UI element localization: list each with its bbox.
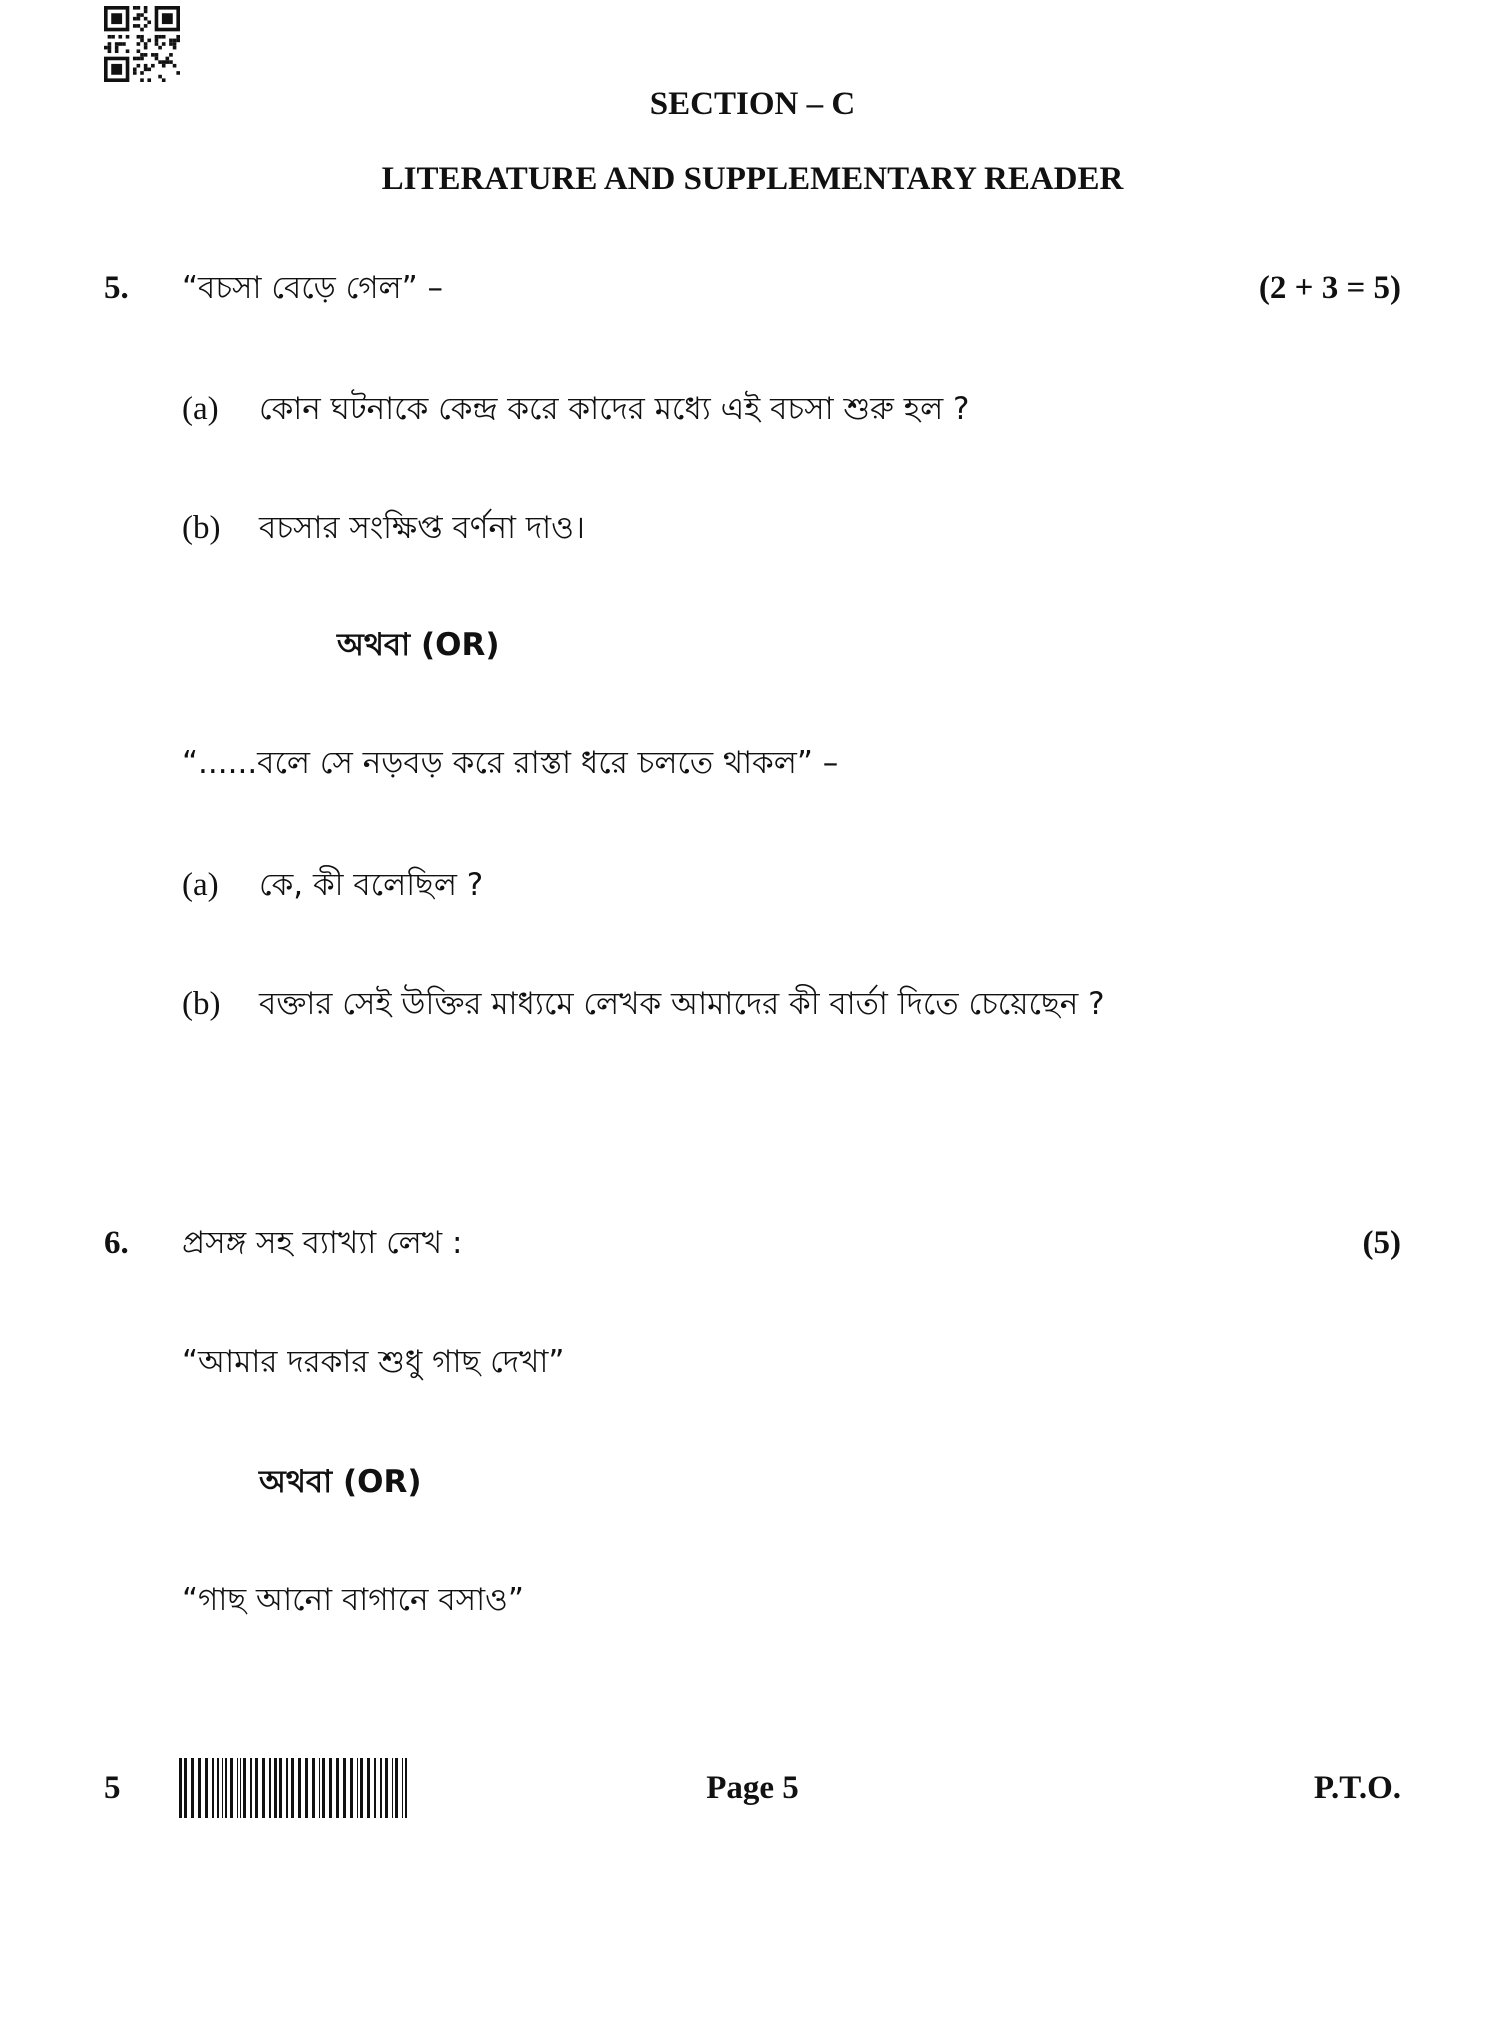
q5-alt-part-a-label: (a) [182, 867, 219, 903]
footer-code: 5 [104, 1770, 121, 1806]
q5-part-b-text: বচসার সংক্ষিপ্ত বর্ণনা দাও। [259, 510, 586, 546]
pto-label: P.T.O. [1313, 1770, 1401, 1806]
q5-alt-part-b-text: বক্তার সেই উক্তির মাধ্যমে লেখক আমাদের কী বার্তা দিতে চেয়েছেন ? [259, 986, 1105, 1022]
q6-quote: “আমার দরকার শুধু গাছ দেখা” [182, 1344, 565, 1380]
q6-or-label: অথবা (OR) [259, 1464, 422, 1500]
question-5-number: 5. [104, 270, 129, 306]
q5-part-a-label: (a) [182, 391, 219, 427]
q5-alt-quote: “......বলে সে নড়বড় করে রাস্তা ধরে চলতে থাকল” – [182, 745, 839, 781]
q5-part-a-text: কোন ঘটনাকে কেন্দ্র করে কাদের মধ্যে এই বচসা শুরু হল ? [259, 391, 970, 427]
q5-alt-part-a-text: কে, কী বলেছিল ? [259, 867, 484, 903]
q5-part-b-label: (b) [182, 510, 221, 546]
question-6-number: 6. [104, 1225, 129, 1261]
qr-code-icon [104, 6, 180, 82]
page-number: Page 5 [706, 1770, 799, 1806]
q6-alt-quote: “গাছ আনো বাগানে বসাও” [182, 1582, 524, 1618]
question-6-marks: (5) [1362, 1225, 1401, 1261]
question-6-prompt: প্রসঙ্গ সহ ব্যাখ্যা লেখ : [182, 1225, 463, 1261]
q5-alt-part-b-label: (b) [182, 986, 221, 1022]
question-5-quote: “বচসা বেড়ে গেল” – [182, 270, 444, 306]
section-subtitle: LITERATURE AND SUPPLEMENTARY READER [381, 161, 1124, 197]
question-5-marks: (2 + 3 = 5) [1258, 270, 1401, 306]
section-heading: SECTION – C [649, 86, 856, 122]
q5-or-label: অথবা (OR) [337, 627, 500, 663]
